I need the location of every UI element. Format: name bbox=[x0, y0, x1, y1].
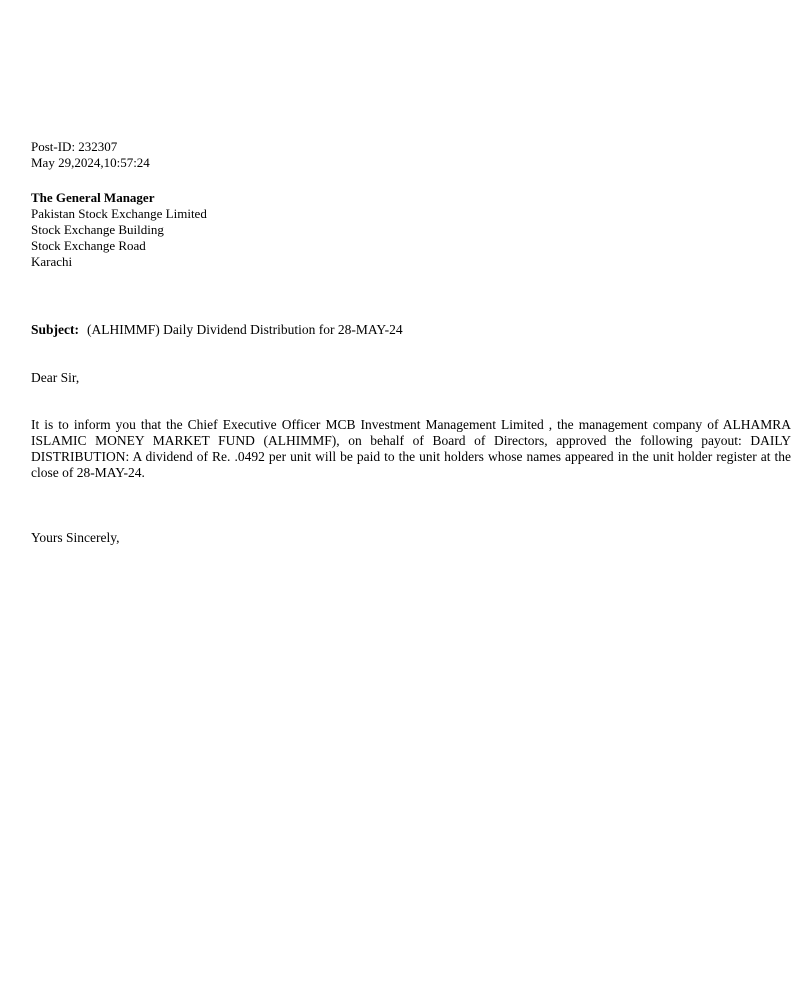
subject-label: Subject: bbox=[31, 322, 79, 337]
letter-meta bbox=[31, 139, 769, 171]
post-id: Post-ID: 232307 bbox=[31, 139, 118, 154]
letter-body: It is to inform you that the Chief Executive Officer MCB Investment Management Limited , the management company of ALHAMRA ISLAMIC MONEY MARKET FUND (ALHIMMF), on behalf of Board of Directors, approved the following payout: DAILY DISTRIBUTION: A dividend of Re. .0492 per unit will be paid to the unit holders whose names appeared in the unit holder register at the close of 28-MAY-24. bbox=[31, 417, 791, 480]
recipient-title: The General Manager bbox=[31, 190, 155, 205]
closing: Yours Sincerely, bbox=[31, 530, 120, 545]
letter-date: May 29,2024,10:57:24 bbox=[31, 155, 150, 170]
recipient-line: Stock Exchange Building bbox=[31, 222, 164, 237]
recipient-line: Stock Exchange Road bbox=[31, 238, 146, 253]
recipient-line: Pakistan Stock Exchange Limited bbox=[31, 206, 207, 221]
salutation: Dear Sir, bbox=[31, 370, 80, 385]
subject-text: (ALHIMMF) Daily Dividend Distribution for 28-MAY-24 bbox=[87, 322, 403, 337]
recipient-line: Karachi bbox=[31, 254, 73, 269]
recipient-address bbox=[31, 190, 769, 270]
subject-line bbox=[31, 321, 769, 338]
